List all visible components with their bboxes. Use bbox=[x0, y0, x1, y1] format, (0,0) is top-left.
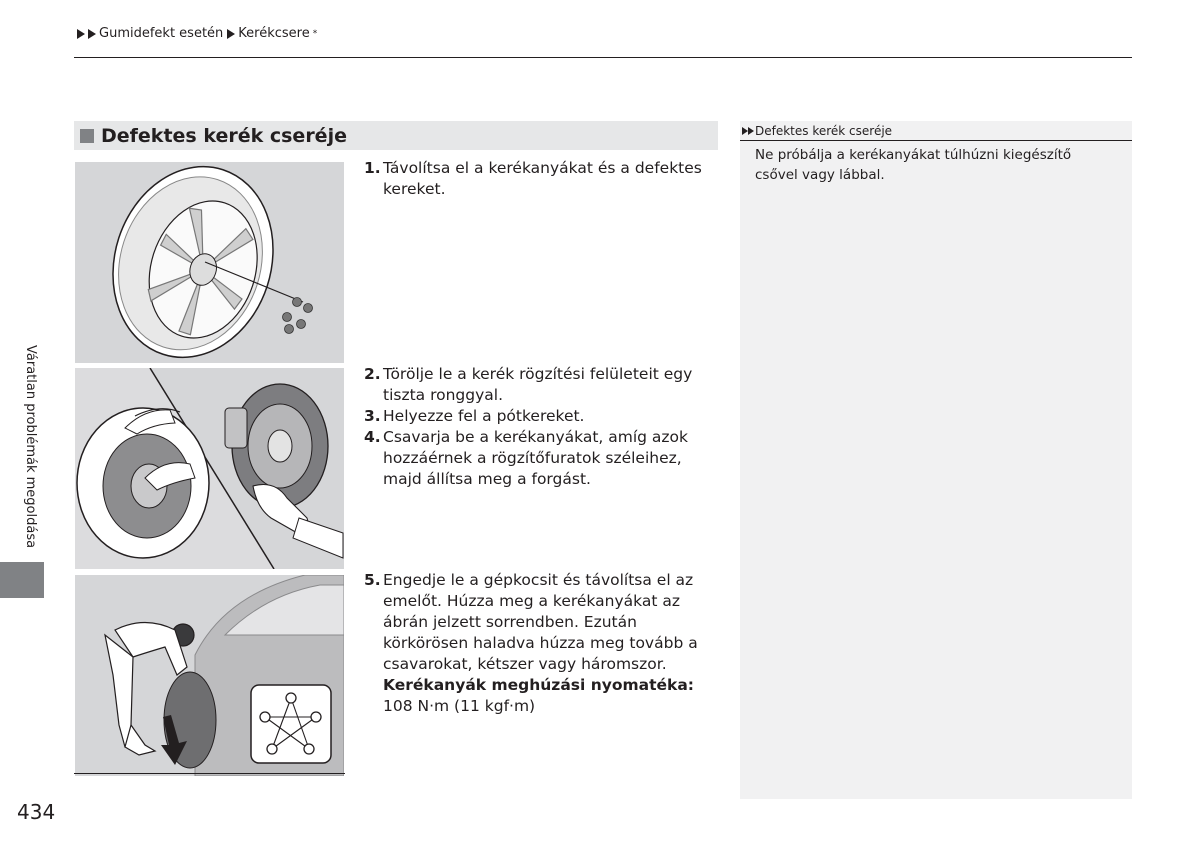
figure-wheel-cleaning bbox=[74, 367, 345, 570]
step-item bbox=[364, 570, 724, 675]
step-text: Csavarja be a kerékanyákat, amíg azok hozzáérnek a rögzítőfuratok széleihez, majd állítsa meg a forgást. bbox=[383, 428, 689, 488]
note-header bbox=[740, 121, 1132, 141]
torque-label: Kerékanyák meghúzási nyomatéka: bbox=[383, 676, 695, 694]
note-panel bbox=[740, 121, 1132, 799]
step-item bbox=[364, 364, 724, 406]
step-item bbox=[364, 158, 724, 200]
tightening-diagram bbox=[251, 685, 331, 763]
arrow-right-icon bbox=[227, 29, 235, 39]
note-text: Ne próbálja a kerékanyákat túlhúzni kiegészítő csővel vagy lábbal. bbox=[755, 147, 1072, 183]
asterisk-mark: * bbox=[312, 28, 318, 39]
torque-value: 108 N·m (11 kgf·m) bbox=[383, 697, 536, 715]
step-text: Helyezze fel a pótkereket. bbox=[383, 407, 585, 425]
step-text: Törölje le a kerék rögzítési felületeit egy tiszta ronggyal. bbox=[383, 365, 693, 404]
breadcrumb-item-gumidefekt[interactable]: Gumidefekt esetén bbox=[99, 26, 224, 41]
figure-tightening-sequence bbox=[74, 574, 345, 777]
tire-illustration bbox=[89, 162, 297, 363]
step-number: 4. bbox=[364, 428, 381, 446]
step-group-3 bbox=[364, 570, 724, 717]
step-number: 5. bbox=[364, 571, 381, 589]
note-title: Defektes kerék cseréje bbox=[755, 123, 893, 138]
step-group-1 bbox=[364, 158, 724, 200]
side-tab-marker bbox=[0, 562, 44, 598]
section-header bbox=[74, 121, 718, 150]
double-arrow-icon bbox=[742, 127, 754, 135]
step-text: Engedje le a gépkocsit és távolítsa el az emelőt. Húzza meg a kerékanyákat az ábrán jelzett sorrendben. Ezután körkörösen haladva húzza meg tovább a csavarokat, kétszer vagy háromszor. bbox=[383, 571, 698, 673]
arrow-right-icon bbox=[77, 29, 85, 39]
section-title: Defektes kerék cseréje bbox=[101, 124, 347, 147]
square-bullet-icon bbox=[80, 129, 94, 143]
breadcrumb-item-kerekcsere[interactable]: Kerékcsere bbox=[238, 26, 310, 41]
step-number: 1. bbox=[364, 159, 381, 177]
breadcrumb bbox=[77, 26, 317, 41]
side-tab-label: Váratlan problémák megoldása bbox=[23, 345, 38, 549]
step-number: 3. bbox=[364, 407, 381, 425]
page-number: 434 bbox=[17, 800, 56, 824]
step-number: 2. bbox=[364, 365, 381, 383]
step-group-2 bbox=[364, 364, 724, 490]
figure-divider bbox=[74, 773, 345, 774]
arrow-right-icon bbox=[88, 29, 96, 39]
figure-wheel-removal bbox=[74, 161, 345, 364]
side-tab bbox=[20, 345, 40, 565]
step-text: Távolítsa el a kerékanyákat és a defektes kereket. bbox=[383, 159, 702, 198]
step-item bbox=[364, 427, 724, 490]
step-item bbox=[364, 406, 724, 427]
header-divider bbox=[74, 57, 1132, 58]
lug-nuts bbox=[283, 298, 313, 334]
